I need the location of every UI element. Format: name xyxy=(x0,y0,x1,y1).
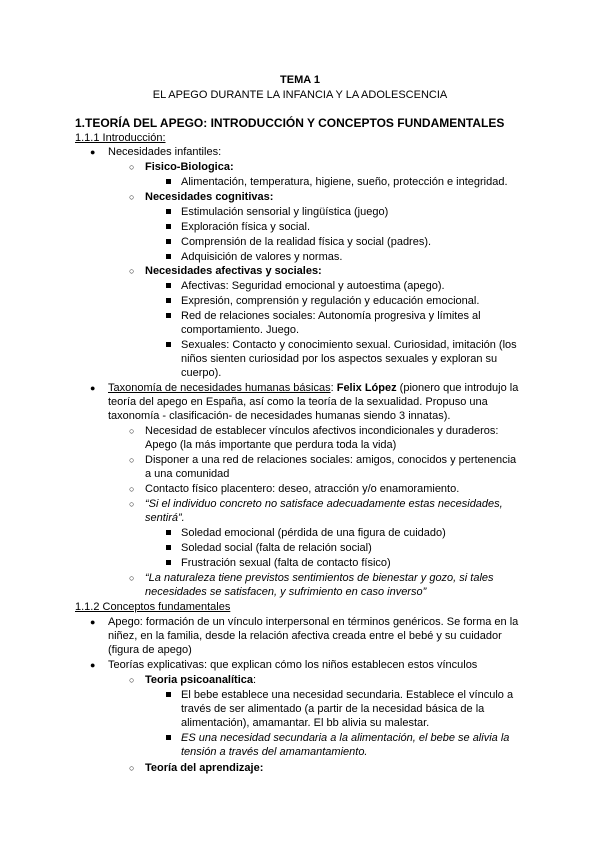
theory-label: Teoria psicoanalítica xyxy=(145,674,254,686)
circle-bullet-icon: ○ xyxy=(129,763,135,773)
subsection-heading-concepts: 1.1.2 Conceptos fundamentales xyxy=(75,601,231,613)
list-item-quote: “Si el individuo concreto no satisface adecuadamente estas necesidades, xyxy=(145,498,503,510)
bullet-icon: ● xyxy=(90,617,96,627)
section-heading: 1.TEORÍA DEL APEGO: INTRODUCCIÓN Y CONCEPTOS FUNDAMENTALES xyxy=(75,116,505,130)
bullet-icon: ● xyxy=(90,147,96,157)
square-bullet-icon xyxy=(166,692,171,697)
list-item: Necesidades infantiles: xyxy=(108,146,222,158)
theory-colon: : xyxy=(253,674,257,686)
square-bullet-icon xyxy=(166,224,171,229)
list-item-heading: Necesidades afectivas y sociales: xyxy=(145,265,322,277)
list-item: Comprensión de la realidad física y social (padres). xyxy=(181,236,432,248)
square-bullet-icon xyxy=(166,735,171,740)
list-item: Adquisición de valores y normas. xyxy=(181,251,343,263)
list-item: Expresión, comprensión y regulación y educación emocional. xyxy=(181,295,480,307)
list-item: Teorías explicativas: que explican cómo los niños establecen estos vínculos xyxy=(108,659,478,671)
list-item: Apego: formación de un vínculo interpersonal en términos genéricos. Se forma en la xyxy=(108,616,519,628)
square-bullet-icon xyxy=(166,283,171,288)
square-bullet-icon xyxy=(166,239,171,244)
list-item-continuation: cuerpo). xyxy=(181,367,222,379)
list-item: Alimentación, temperatura, higiene, sueño, protección e integridad. xyxy=(181,176,508,188)
square-bullet-icon xyxy=(166,254,171,259)
list-item-continuation: Apego (la más importante que perdura toda la vida) xyxy=(145,439,397,451)
circle-bullet-icon: ○ xyxy=(129,192,135,202)
circle-bullet-icon: ○ xyxy=(129,455,135,465)
list-item: Estimulación sensorial y lingüística (juego) xyxy=(181,206,389,218)
document-subtitle: EL APEGO DURANTE LA INFANCIA Y LA ADOLESCENCIA xyxy=(152,89,448,101)
list-item-continuation: niñez, en la familia, desde la relación afectiva creada entre el bebé y su cuidador xyxy=(108,630,502,642)
list-item: Frustración sexual (falta de contacto físico) xyxy=(181,557,391,569)
list-item-continuation: niños sienten curiosidad por los aspectos sexuales y exploran su xyxy=(181,353,498,365)
bullet-icon: ● xyxy=(90,660,96,670)
taxonomy-colon: : xyxy=(330,382,337,394)
list-item-continuation: a una comunidad xyxy=(145,468,230,480)
author-name: Felix López xyxy=(336,382,397,394)
list-item-heading: Necesidades cognitivas: xyxy=(145,191,274,203)
quote-line: “La naturaleza tiene previstos sentimientos de bienestar y gozo, si tales xyxy=(145,572,494,584)
list-item: Disponer a una red de relaciones sociales: amigos, conocidos y pertenencia xyxy=(145,454,517,466)
square-bullet-icon xyxy=(166,342,171,347)
list-item: El bebe establece una necesidad secundaria. Establece el vínculo a xyxy=(181,689,514,701)
taxonomy-text: (pionero que introdujo la xyxy=(396,382,519,394)
list-item-continuation: alimentación), amamantar. El bb alivia su malestar. xyxy=(181,717,430,729)
circle-bullet-icon: ○ xyxy=(129,484,135,494)
square-bullet-icon xyxy=(166,298,171,303)
subsection-heading-intro: 1.1.1 Introducción: xyxy=(75,132,166,144)
circle-bullet-icon: ○ xyxy=(129,162,135,172)
list-item-heading: Fisico-Biologica: xyxy=(145,161,234,173)
list-item: Soledad emocional (pérdida de una figura de cuidado) xyxy=(181,527,446,539)
list-item: Afectivas: Seguridad emocional y autoestima (apego). xyxy=(181,280,445,292)
square-bullet-icon xyxy=(166,545,171,550)
circle-bullet-icon: ○ xyxy=(129,426,135,436)
document-title: TEMA 1 xyxy=(280,74,320,86)
list-item-heading: Teoría del aprendizaje: xyxy=(145,762,264,774)
circle-bullet-icon: ○ xyxy=(129,266,135,276)
list-item-continuation: través de ser alimentado (a partir de la necesidad básica de la xyxy=(181,703,485,715)
circle-bullet-icon: ○ xyxy=(129,499,135,509)
list-item-heading xyxy=(145,673,256,687)
list-item-italic-continuation: tensión a través del amamantamiento. xyxy=(181,746,368,758)
list-item: Red de relaciones sociales: Autonomía progresiva y límites al xyxy=(181,310,481,322)
list-item: Contacto físico placentero: deseo, atracción y/o enamoramiento. xyxy=(145,483,460,495)
square-bullet-icon xyxy=(166,179,171,184)
taxonomy-continuation: taxonomía - clasificación- de necesidades humanas siendo 3 innatas). xyxy=(108,410,451,422)
taxonomy-link[interactable]: Taxonomía de necesidades humanas básicas xyxy=(108,382,331,394)
list-item: Exploración física y social. xyxy=(181,221,310,233)
square-bullet-icon xyxy=(166,530,171,535)
list-item-italic: ES una necesidad secundaria a la alimentación, el bebe se alivia la xyxy=(181,732,510,744)
quote-line: necesidades se satisfacen, y sufrimiento en caso inverso” xyxy=(145,586,427,598)
list-item: Necesidad de establecer vínculos afectivos incondicionales y duraderos: xyxy=(145,425,499,437)
bullet-icon: ● xyxy=(90,383,96,393)
taxonomy-line xyxy=(108,381,518,395)
square-bullet-icon xyxy=(166,209,171,214)
list-item: Sexuales: Contacto y conocimiento sexual. Curiosidad, imitación (los xyxy=(181,339,517,351)
list-item-continuation: (figura de apego) xyxy=(108,644,192,656)
circle-bullet-icon: ○ xyxy=(129,675,135,685)
list-item-quote-continuation: sentirá”. xyxy=(145,512,185,524)
square-bullet-icon xyxy=(166,313,171,318)
circle-bullet-icon: ○ xyxy=(129,573,135,583)
list-item: Soledad social (falta de relación social) xyxy=(181,542,372,554)
taxonomy-continuation: teoría del apego en España, así como la teoría de la sexualidad. Propuso una xyxy=(108,396,488,408)
square-bullet-icon xyxy=(166,560,171,565)
list-item-continuation: comportamiento. Juego. xyxy=(181,324,300,336)
